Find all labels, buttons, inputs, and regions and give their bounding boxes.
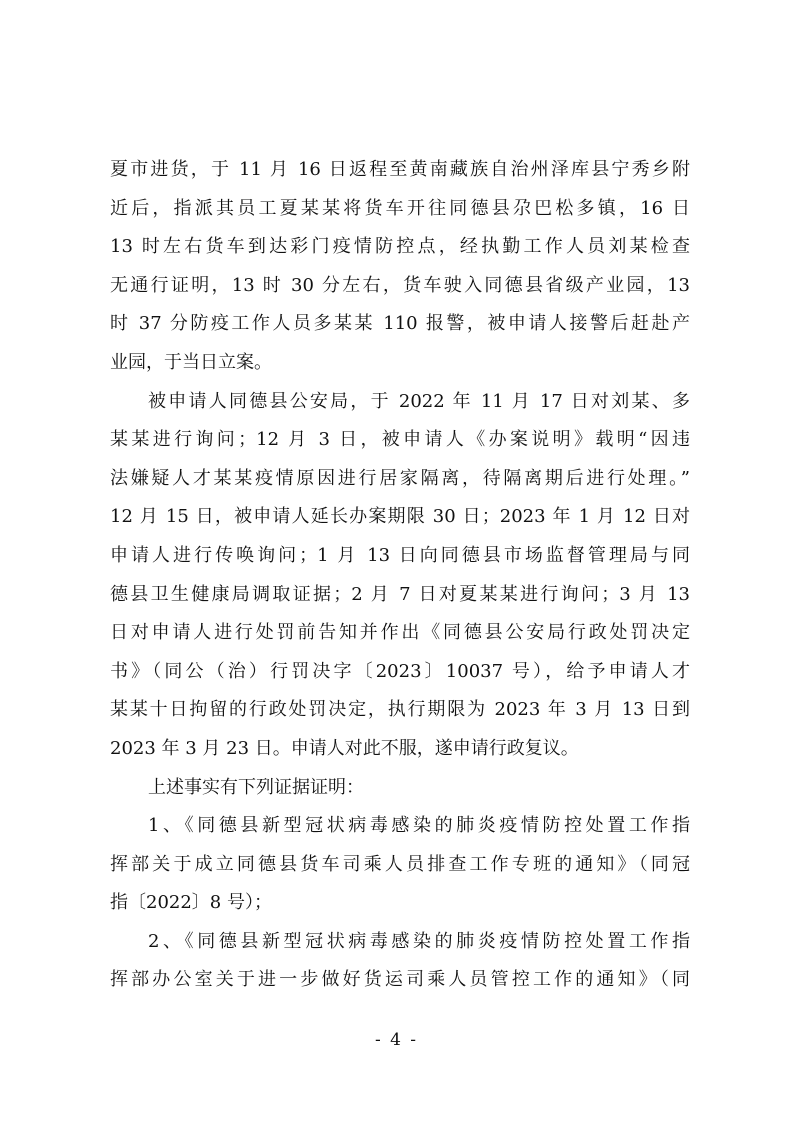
text-line: 被申请人同德县公安局，于 2022 年 11 月 17 日对刘某、多	[148, 390, 690, 412]
text-line: 日对申请人进行处罚前告知并作出《同德县公安局行政处罚决定	[110, 622, 690, 644]
paragraph-3	[110, 769, 690, 808]
text-line: 无通行证明，13 时 30 分左右，货车驶入同德县省级产业园，13	[110, 274, 690, 296]
document-body	[110, 151, 690, 1000]
text-line: 指〔2022〕8 号）；	[110, 892, 272, 914]
text-line: 申请人进行传唤询问；1 月 13 日向同德县市场监督管理局与同	[110, 544, 690, 566]
text-line: 上述事实有下列证据证明：	[148, 776, 364, 798]
text-line: 业园，于当日立案。	[110, 351, 272, 373]
text-line: 某某十日拘留的行政处罚决定，执行期限为 2023 年 3 月 13 日到	[110, 699, 690, 721]
paragraph-4	[110, 807, 690, 923]
text-line: 德县卫生健康局调取证据；2 月 7 日对夏某某进行询问；3 月 13	[110, 583, 690, 605]
text-line: 挥部办公室关于进一步做好货运司乘人员管控工作的通知》（同	[110, 969, 690, 991]
text-line: 某某进行询问；12 月 3 日，被申请人《办案说明》载明“因违	[110, 429, 690, 451]
text-line: 12 月 15 日，被申请人延长办案期限 30 日；2023 年 1 月 12 日对	[110, 506, 690, 528]
page-number: - 4 -	[374, 1030, 419, 1050]
text-line: 2、《同德县新型冠状病毒感染的肺炎疫情防控处置工作指	[148, 930, 690, 952]
text-line: 挥部关于成立同德县货车司乘人员排查工作专班的通知》（同冠	[110, 853, 690, 875]
text-line: 夏市进货，于 11 月 16 日返程至黄南藏族自治州泽库县宁秀乡附	[110, 159, 690, 180]
paragraph-5	[110, 923, 690, 1000]
paragraph-2	[110, 383, 690, 769]
text-line: 书》（同公（治）行罚决字〔2023〕10037 号），给予申请人才	[110, 660, 690, 682]
text-line: 时 37 分防疫工作人员多某某 110 报警，被申请人接警后赶赴产	[110, 313, 690, 335]
paragraph-1	[110, 151, 690, 383]
text-line: 2023 年 3 月 23 日。申请人对此不服，遂申请行政复议。	[110, 737, 579, 759]
text-line: 13 时左右货车到达彩门疫情防控点，经执勤工作人员刘某检查	[110, 236, 690, 258]
text-line: 1、《同德县新型冠状病毒感染的肺炎疫情防控处置工作指	[148, 815, 690, 837]
text-line: 近后，指派其员工夏某某将货车开往同德县尕巴松多镇，16 日	[110, 197, 690, 219]
text-line: 法嫌疑人才某某疫情原因进行居家隔离，待隔离期后进行处理。”	[110, 467, 690, 489]
